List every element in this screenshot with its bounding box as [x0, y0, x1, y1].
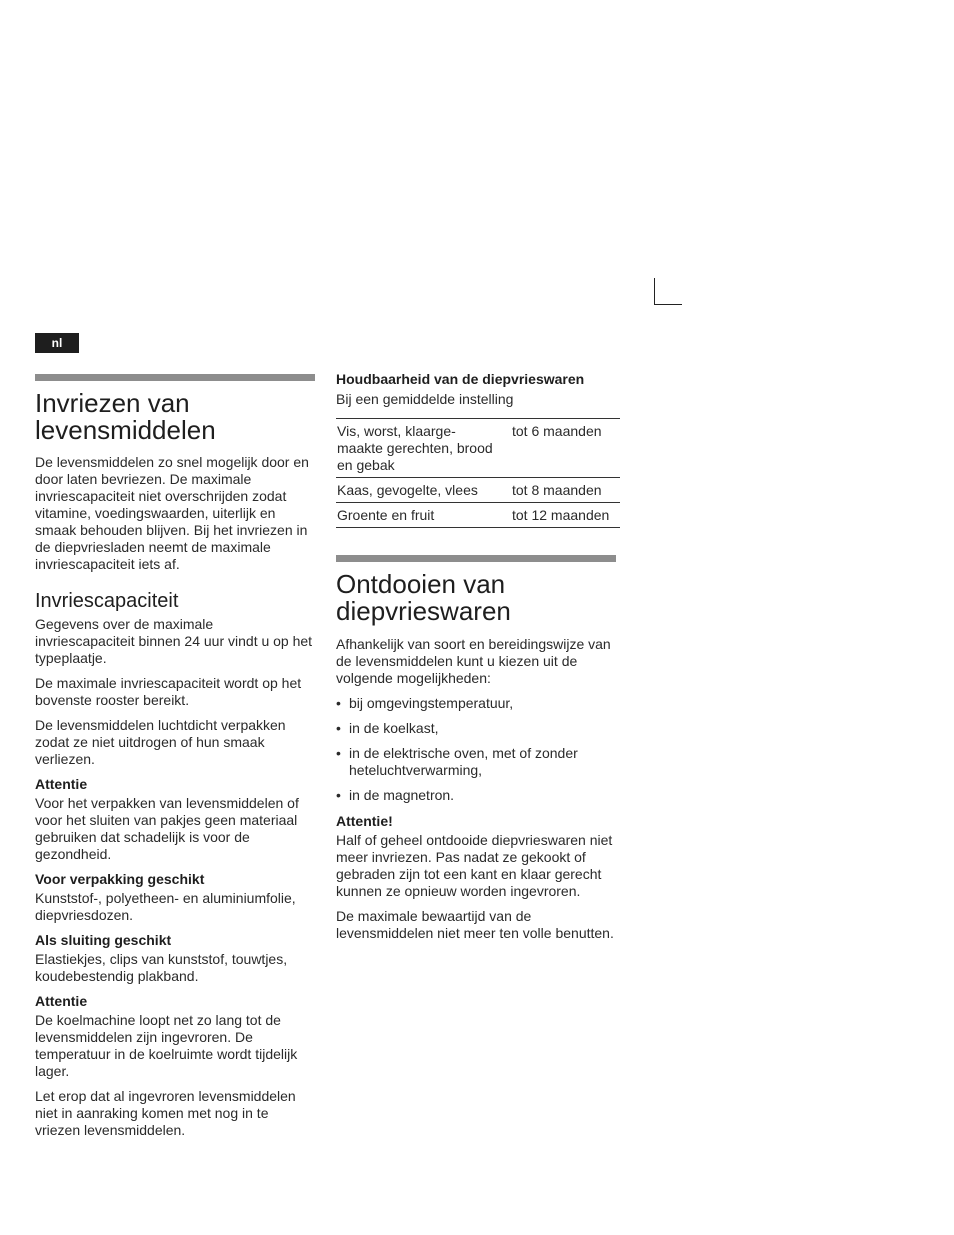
storage-time-note: De maximale bewaartijd van de levensmiddelen niet meer ten volle benutten. [336, 908, 614, 941]
attention-text-2: De koelmachine loopt net zo lang tot de levensmiddelen zijn ingevroren. De temperatuur in de koelruimte wordt tijdelijk lager. [35, 1012, 298, 1079]
list-item: • in de elektrische oven, met of zonder heteluchtverwarming, [336, 745, 620, 779]
subtitle-freezing-capacity: Invriescapaciteit [35, 590, 179, 612]
attention-heading-1: Attentie [35, 776, 88, 792]
capacity-paragraph-2: De maximale invriescapaciteit wordt op het bovenste rooster bereikt. [35, 675, 302, 708]
closure-text: Elastiekjes, clips van kunststof, touwtjes, koudebestendig plakband. [35, 951, 288, 984]
shelf-life-heading: Houdbaarheid van de diepvrieswaren [336, 371, 585, 387]
closure-heading: Als sluiting geschikt [35, 932, 172, 948]
table-cell-duration: tot 12 maanden [512, 507, 610, 523]
section-title-defrosting: Ontdooien van diepvrieswaren [336, 569, 511, 626]
section-bar [336, 555, 616, 562]
language-badge: nl [35, 333, 79, 353]
attention-text-defrost: Half of geheel ontdooide diepvrieswaren niet meer invriezen. Pas nadat ze gekookt of gebraden zijn tot een kant en klaar gerecht kunnen ze opnieuw worden ingevroren. [336, 832, 613, 899]
table-row [336, 419, 620, 478]
capacity-paragraph-3: De levensmiddelen luchtdicht verpakken zodat ze niet uitdrogen of hun smaak verliezen. [35, 717, 286, 767]
shelf-life-subheading: Bij een gemiddelde instelling [336, 391, 514, 407]
list-item: • bij omgevingstemperatuur, [336, 695, 620, 712]
table-cell-item: Kaas, gevogelte, vlees [337, 482, 478, 498]
attention-heading-2: Attentie [35, 993, 88, 1009]
right-column [336, 0, 620, 942]
list-item: • in de koelkast, [336, 720, 620, 737]
list-item: • in de magnetron. [336, 787, 620, 804]
table-cell-item: Groente en fruit [337, 507, 435, 523]
attention-text-1: Voor het verpakken van levensmiddelen of voor het sluiten van pakjes geen materiaal gebruiken dat schadelijk is voor de gezondheid. [35, 795, 299, 862]
left-column [35, 0, 315, 1139]
contact-warning: Let erop dat al ingevroren levensmiddelen niet in aanraking komen met nog in te vriezen levensmiddelen. [35, 1088, 296, 1138]
section-bar [35, 374, 315, 381]
packaging-heading: Voor verpakking geschikt [35, 871, 205, 887]
crop-mark [654, 278, 682, 305]
table-row [336, 478, 620, 503]
table-cell-duration: tot 6 maanden [512, 423, 602, 439]
packaging-text: Kunststof-, polyetheen- en aluminiumfolie, diepvriesdozen. [35, 890, 296, 923]
table-cell-item: Vis, worst, klaarge- maakte gerechten, brood en gebak [337, 423, 493, 473]
defrosting-options-list [336, 695, 620, 804]
section-title-freezing: Invriezen van levensmiddelen [35, 388, 216, 445]
defrosting-intro: Afhankelijk van soort en bereidingswijze van de levensmiddelen kunt u kiezen uit de volgende mogelijkheden: [336, 636, 611, 686]
attention-heading-defrost: Attentie! [336, 813, 393, 829]
freezing-intro: De levensmiddelen zo snel mogelijk door en door laten bevriezen. De maximale invriescapaciteit niet overschrijden zodat vitamine, voedingswaarden, uiterlijk en smaak behouden blijven. Bij het invriezen in de diepvriesladen neemt de maximale invriescapaciteit iets af. [35, 454, 309, 572]
shelf-life-table [336, 418, 620, 528]
table-cell-duration: tot 8 maanden [512, 482, 602, 498]
table-row [336, 503, 620, 528]
capacity-paragraph-1: Gegevens over de maximale invriescapaciteit binnen 24 uur vindt u op het typeplaatje. [35, 616, 313, 666]
